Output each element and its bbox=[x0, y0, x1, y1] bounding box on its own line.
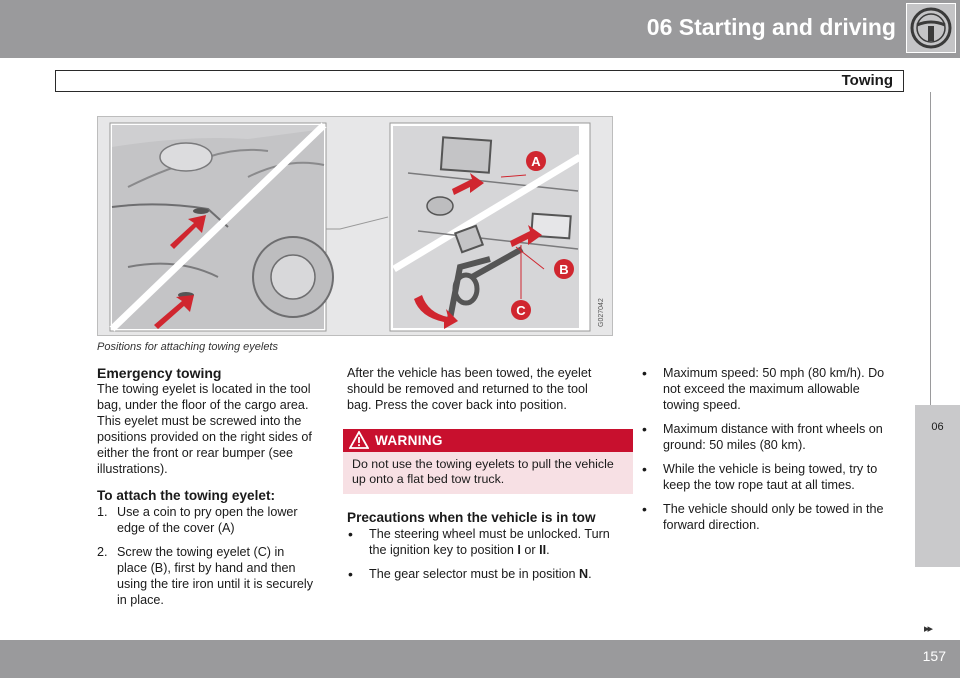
steering-wheel-icon bbox=[906, 3, 956, 53]
column-1 bbox=[97, 365, 317, 616]
attach-steps bbox=[97, 504, 317, 608]
chapter-title: 06 Starting and driving bbox=[646, 14, 896, 40]
towing-limits-list bbox=[641, 365, 897, 533]
step-item bbox=[97, 504, 317, 536]
label-a: A bbox=[531, 154, 541, 169]
header-bar bbox=[0, 0, 960, 58]
emergency-towing-text: The towing eyelet is located in the tool bag, under the floor of the cargo area. This eyelet must be screwed into the positions provided on the right sides of either the front or rear bumper (see illustrations). bbox=[97, 382, 312, 476]
list-item: • Maximum speed: 50 mph (80 km/h). Do not exceed the maximum allowable towing speed. bbox=[641, 365, 897, 413]
bullet-text: . bbox=[588, 567, 592, 581]
step-item bbox=[97, 544, 317, 608]
section-bar bbox=[55, 70, 904, 92]
precautions-list bbox=[347, 526, 615, 582]
list-item: • The vehicle should only be towed in the forward direction. bbox=[641, 501, 897, 533]
chapter-side-tab[interactable] bbox=[915, 405, 960, 567]
label-c: C bbox=[516, 303, 526, 318]
bullet-text: The steering wheel must be unlocked. Turn the ignition key to position bbox=[369, 527, 610, 557]
figure-code: G027042 bbox=[598, 298, 605, 327]
page-number: 157 bbox=[922, 648, 946, 664]
bullet-text: or bbox=[520, 543, 540, 557]
list-item bbox=[347, 566, 615, 582]
gear-position: N bbox=[579, 567, 589, 581]
next-page-arrows: ▸▸ bbox=[924, 623, 932, 635]
heading-emergency-towing: Emergency towing bbox=[97, 365, 222, 381]
heading-attach-eyelet: To attach the towing eyelet: bbox=[97, 488, 275, 503]
section-title: Towing bbox=[841, 72, 893, 89]
step-text: Use a coin to pry open the lower edge of the cover (A) bbox=[117, 505, 298, 535]
figure-caption: Positions for attaching towing eyelets bbox=[97, 341, 278, 353]
step-text: Screw the towing eyelet (C) in place (B), first by hand and then using the tire iron until it is securely in place. bbox=[117, 545, 313, 607]
heading-precautions: Precautions when the vehicle is in tow bbox=[347, 510, 596, 525]
bullet-text: The gear selector must be in position bbox=[369, 567, 580, 581]
list-item: • While the vehicle is being towed, try to keep the tow rope taut at all times. bbox=[641, 461, 897, 493]
key-position: I bbox=[517, 543, 521, 557]
key-position: II bbox=[539, 543, 547, 557]
chapter-side-tab-label: 06 bbox=[931, 421, 944, 433]
warning-title: WARNING bbox=[375, 433, 443, 448]
step-number: 2. bbox=[97, 545, 108, 559]
list-item: • Maximum distance with front wheels on ground: 50 miles (80 km). bbox=[641, 421, 897, 453]
after-towing-text: After the vehicle has been towed, the eyelet should be removed and returned to the tool bag. Press the cover back into position. bbox=[347, 366, 592, 412]
bullet-text: . bbox=[546, 543, 550, 557]
footer-bar bbox=[0, 640, 960, 678]
warning-triangle-icon bbox=[349, 431, 369, 453]
side-divider bbox=[930, 92, 931, 405]
list-item bbox=[347, 526, 615, 558]
warning-text: Do not use the towing eyelets to pull the vehicle up onto a flat bed tow truck. bbox=[343, 452, 633, 494]
towing-eyelet-illustration bbox=[97, 116, 613, 336]
step-number: 1. bbox=[97, 505, 108, 519]
warning-box bbox=[343, 429, 633, 494]
column-2 bbox=[347, 365, 615, 590]
label-b: B bbox=[559, 262, 569, 277]
warning-header bbox=[343, 429, 633, 452]
column-3 bbox=[641, 365, 897, 541]
